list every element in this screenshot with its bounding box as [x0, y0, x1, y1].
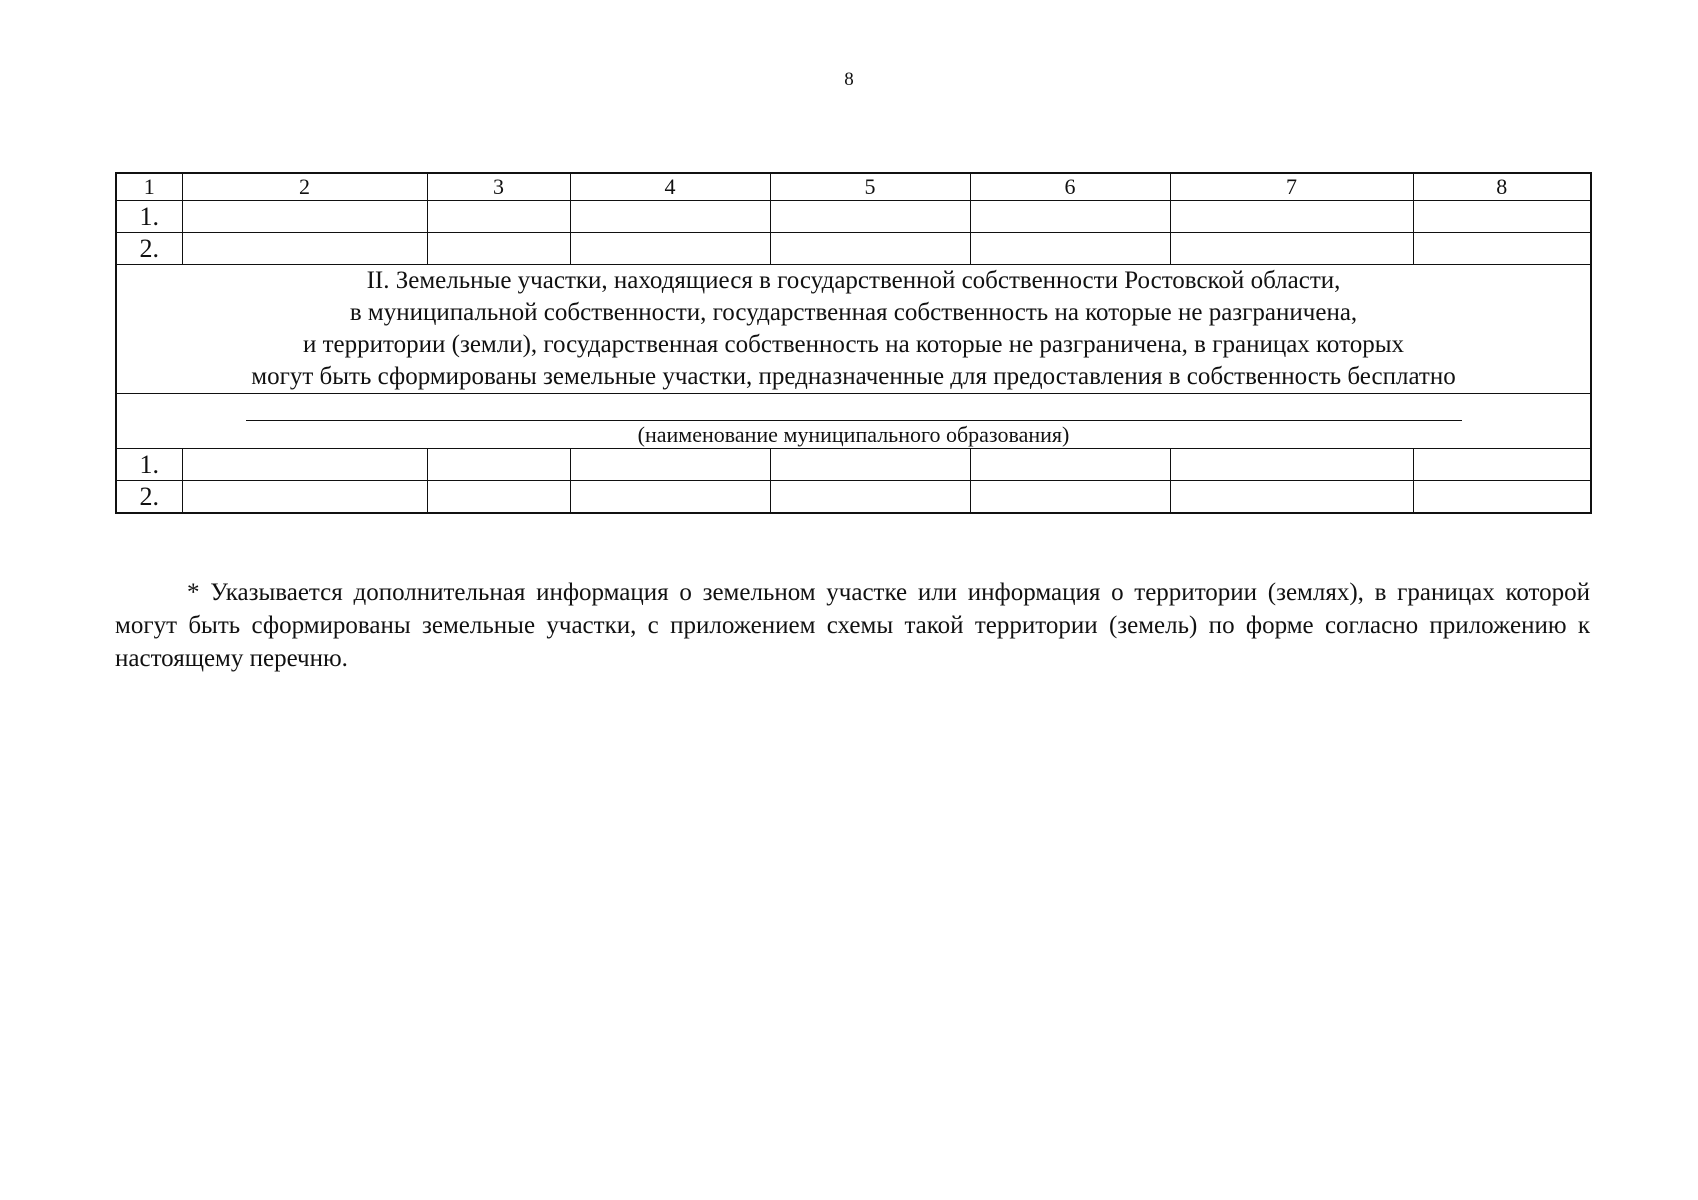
land-plots-table — [115, 172, 1592, 514]
column-header: 1 — [116, 173, 182, 201]
section-title — [116, 265, 1591, 394]
table-cell — [970, 201, 1170, 233]
table-cell — [770, 481, 970, 514]
column-header: 5 — [770, 173, 970, 201]
table-row — [116, 233, 1591, 265]
table-cell — [770, 201, 970, 233]
table-cell — [427, 201, 570, 233]
column-header: 6 — [970, 173, 1170, 201]
table-cell — [970, 449, 1170, 481]
table-cell — [1170, 201, 1413, 233]
column-number-row — [116, 173, 1591, 201]
table-cell — [1170, 481, 1413, 514]
table-cell — [970, 233, 1170, 265]
column-header: 3 — [427, 173, 570, 201]
table-cell — [1413, 449, 1591, 481]
footnote: * Указывается дополнительная информация о земельном участке или информация о территории (землях), в границах которой могут быть сформированы земельные участки, с приложением схемы такой территории (земель) по форме согласно приложению к настоящему перечню. — [115, 579, 1590, 672]
table-cell — [1413, 233, 1591, 265]
page-number: 8 — [844, 69, 854, 90]
section-title-line: и территории (земли), государственная собственность на которые не разграничена, в границах которых — [302, 331, 1404, 358]
table-cell — [770, 449, 970, 481]
row-number: 1. — [116, 201, 182, 233]
table-cell — [182, 481, 427, 514]
municipality-caption: (наименование муниципального образования) — [637, 422, 1070, 447]
table-cell — [970, 481, 1170, 514]
column-header: 2 — [182, 173, 427, 201]
municipality-underline — [246, 420, 1462, 421]
table-row — [116, 201, 1591, 233]
table-cell — [427, 233, 570, 265]
section-title-line: могут быть сформированы земельные участки, предназначенные для предоставления в собственность бесплатно — [251, 363, 1456, 390]
table-cell — [182, 201, 427, 233]
row-number: 2. — [116, 481, 182, 514]
table-cell — [182, 233, 427, 265]
row-number: 1. — [116, 449, 182, 481]
table-cell — [427, 481, 570, 514]
table-cell — [427, 449, 570, 481]
table-cell — [182, 449, 427, 481]
municipality-field — [116, 394, 1591, 449]
table-cell — [570, 449, 770, 481]
table-cell — [1170, 233, 1413, 265]
table-row — [116, 481, 1591, 514]
municipality-row — [116, 394, 1591, 449]
column-header: 8 — [1413, 173, 1591, 201]
section-title-row — [116, 265, 1591, 394]
table-row — [116, 449, 1591, 481]
table-cell — [570, 481, 770, 514]
row-number: 2. — [116, 233, 182, 265]
table-cell — [570, 201, 770, 233]
section-title-line: II. Земельные участки, находящиеся в государственной собственности Ростовской области, — [366, 267, 1341, 294]
table-cell — [770, 233, 970, 265]
table-cell — [1413, 201, 1591, 233]
column-header: 4 — [570, 173, 770, 201]
table-cell — [1413, 481, 1591, 514]
column-header: 7 — [1170, 173, 1413, 201]
table-cell — [570, 233, 770, 265]
section-title-line: в муниципальной собственности, государственная собственность на которые не разграничена, — [349, 299, 1358, 326]
table-cell — [1170, 449, 1413, 481]
